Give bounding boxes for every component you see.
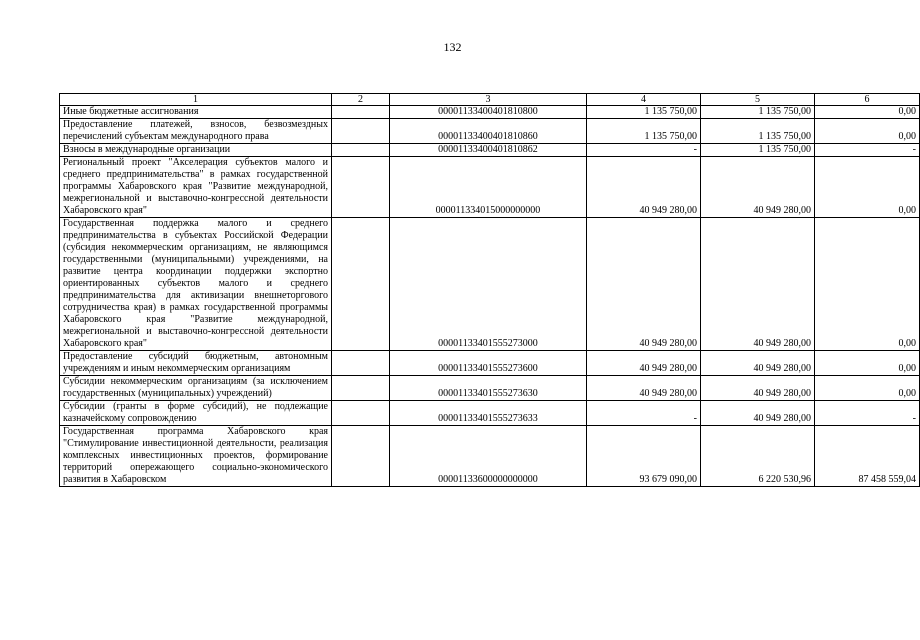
row-value-4: 1 135 750,00 [587, 106, 701, 119]
row-name: Иные бюджетные ассигнования [60, 106, 332, 119]
row-value-5: 1 135 750,00 [701, 106, 815, 119]
row-code: 00001133401555273633 [390, 401, 587, 426]
row-value-6: - [815, 144, 920, 157]
row-value-5: 6 220 530,96 [701, 426, 815, 487]
row-code: 00001133600000000000 [390, 426, 587, 487]
row-value-6: 0,00 [815, 157, 920, 218]
row-col2 [332, 376, 390, 401]
page-number: 132 [443, 40, 462, 54]
table-row [60, 351, 920, 376]
row-col2 [332, 119, 390, 144]
row-name: Предоставление субсидий бюджетным, автономным учреждениям и иным некоммерческим организациям [60, 351, 332, 376]
row-value-4: 1 135 750,00 [587, 119, 701, 144]
row-name: Субсидии (гранты в форме субсидий), не подлежащие казначейскому сопровождению [60, 401, 332, 426]
table-row [60, 376, 920, 401]
row-value-6: 0,00 [815, 376, 920, 401]
row-value-6: 87 458 559,04 [815, 426, 920, 487]
row-value-5: 40 949 280,00 [701, 218, 815, 351]
header-col-5: 5 [701, 94, 815, 106]
row-code: 00001133400401810800 [390, 106, 587, 119]
header-col-1: 1 [60, 94, 332, 106]
row-value-5: 40 949 280,00 [701, 401, 815, 426]
row-name: Взносы в международные организации [60, 144, 332, 157]
row-value-6: 0,00 [815, 119, 920, 144]
row-code: 00001133400401810860 [390, 119, 587, 144]
table-row [60, 218, 920, 351]
row-col2 [332, 144, 390, 157]
row-col2 [332, 157, 390, 218]
header-col-6: 6 [815, 94, 920, 106]
row-name: Государственная программа Хабаровского края "Стимулирование инвестиционной деятельности, реализация комплексных инвестиционных проектов, формирование территорий опережающего социально-экономического развития в Хабаровском [60, 426, 332, 487]
row-value-6: 0,00 [815, 106, 920, 119]
row-value-5: 40 949 280,00 [701, 376, 815, 401]
row-col2 [332, 351, 390, 376]
row-col2 [332, 401, 390, 426]
row-value-4: 40 949 280,00 [587, 376, 701, 401]
table-row [60, 157, 920, 218]
row-col2 [332, 426, 390, 487]
header-col-2: 2 [332, 94, 390, 106]
row-code: 00001133400401810862 [390, 144, 587, 157]
row-value-5: 1 135 750,00 [701, 144, 815, 157]
row-name: Региональный проект "Акселерация субъектов малого и среднего предпринимательства" в рамках государственной программы Хабаровского края "Развитие международной, межрегиональной и выставочно-конгрессной деятельности Хабаровского края" [60, 157, 332, 218]
table-row [60, 144, 920, 157]
row-value-4: 93 679 090,00 [587, 426, 701, 487]
row-value-6: 0,00 [815, 351, 920, 376]
row-value-5: 40 949 280,00 [701, 351, 815, 376]
budget-table [59, 93, 920, 487]
row-code: 00001133401555273630 [390, 376, 587, 401]
row-name: Субсидии некоммерческим организациям (за исключением государственных (муниципальных) учреждений) [60, 376, 332, 401]
header-col-4: 4 [587, 94, 701, 106]
row-value-6: 0,00 [815, 218, 920, 351]
row-code: 00001133401555273600 [390, 351, 587, 376]
table-row [60, 119, 920, 144]
row-code: 00001133401555273000 [390, 218, 587, 351]
row-value-4: 40 949 280,00 [587, 218, 701, 351]
table-body [60, 106, 920, 487]
row-name: Предоставление платежей, взносов, безвозмездных перечислений субъектам международного права [60, 119, 332, 144]
table-row [60, 106, 920, 119]
table-row [60, 401, 920, 426]
table-header [60, 94, 920, 106]
row-col2 [332, 218, 390, 351]
row-value-4: 40 949 280,00 [587, 351, 701, 376]
header-col-3: 3 [390, 94, 587, 106]
table-row [60, 426, 920, 487]
row-value-5: 40 949 280,00 [701, 157, 815, 218]
row-value-5: 1 135 750,00 [701, 119, 815, 144]
header-row [60, 94, 920, 106]
row-value-4: - [587, 401, 701, 426]
row-value-4: - [587, 144, 701, 157]
row-value-4: 40 949 280,00 [587, 157, 701, 218]
row-name: Государственная поддержка малого и среднего предпринимательства в субъектах Российской Федерации (субсидия некоммерческим организациям, не являющимся государственными (муниципальными) учреждениями, на развитие центра координации поддержки экспортно ориентированных субъектов малого и среднего предпринимательства для активизации внешнеторгового сотрудничества края) в рамках государственной программы Хабаровского края "Развитие международной, межрегиональной и выставочно-конгрессной деятельности Хабаровского края" [60, 218, 332, 351]
row-value-6: - [815, 401, 920, 426]
row-col2 [332, 106, 390, 119]
row-code: 000011334015000000000 [390, 157, 587, 218]
